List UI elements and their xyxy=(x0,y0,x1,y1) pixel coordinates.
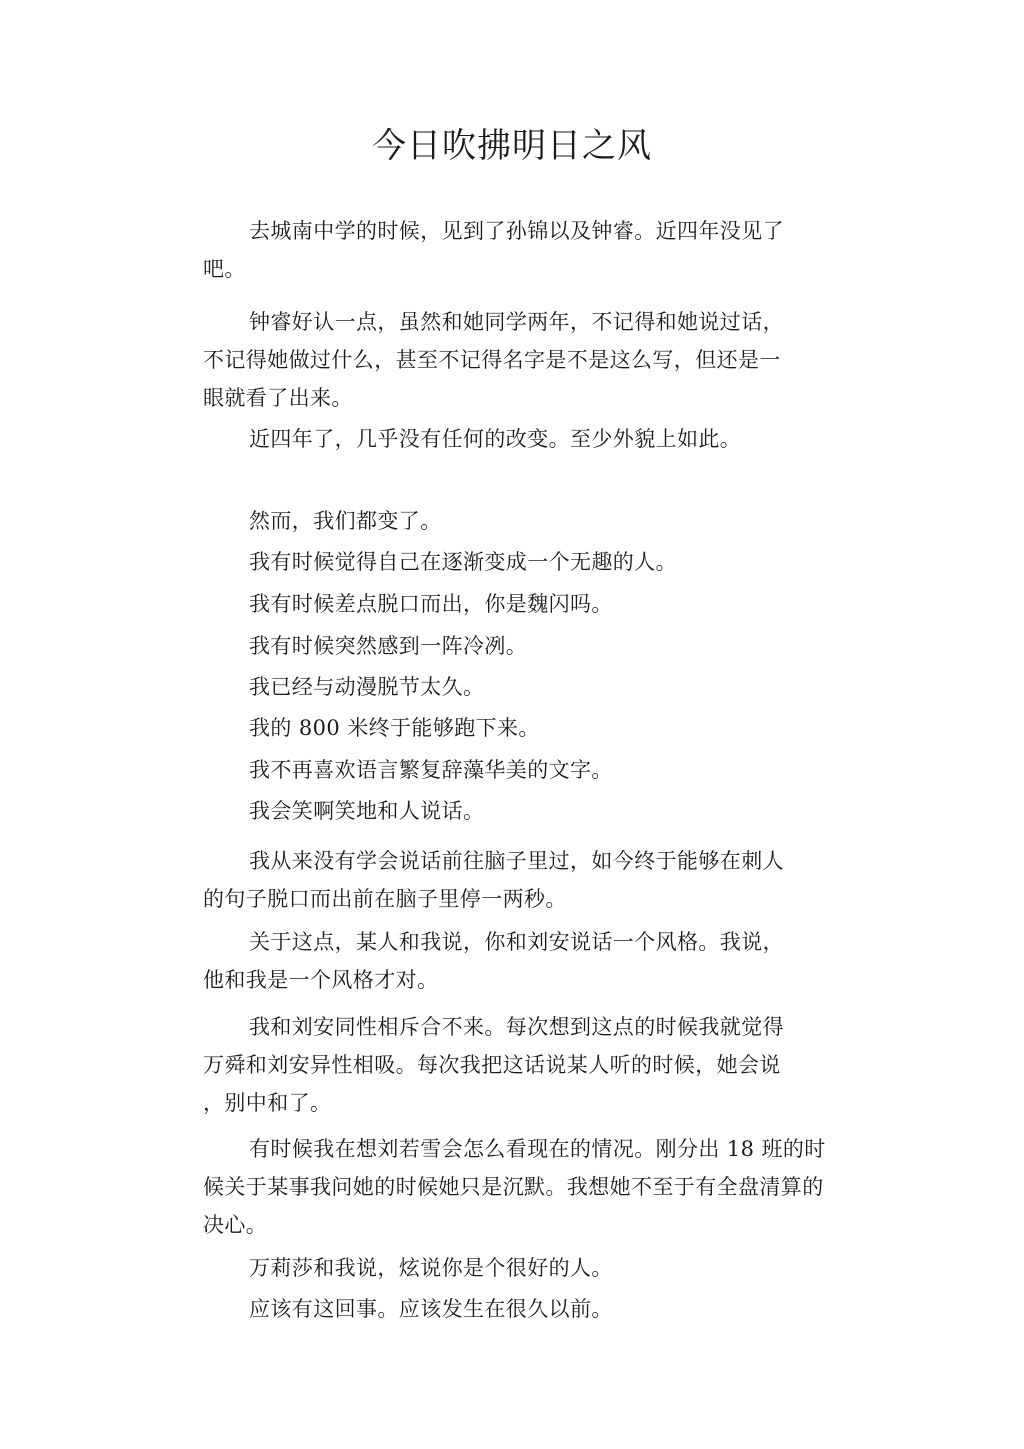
paragraph-8: 我已经与动漫脱节太久。 xyxy=(249,675,485,699)
paragraph-1: 去城南中学的时候，见到了孙锦以及钟睿。近四年没见了 吧。 xyxy=(203,219,784,281)
paragraph-4: 然而，我们都变了。 xyxy=(249,509,442,533)
document-title: 今日吹拂明日之风 xyxy=(372,126,652,166)
paragraph-9: 我的 800 米终于能够跑下来。 xyxy=(249,716,540,740)
paragraph-11: 我会笑啊笑地和人说话。 xyxy=(249,799,485,823)
paragraph-2: 钟睿好认一点，虽然和她同学两年，不记得和她说过话， 不记得她做过什么，甚至不记得名字是不是这么写，但还是一 眼就看了出来。 xyxy=(203,310,784,410)
paragraph-5: 我有时候觉得自己在逐渐变成一个无趣的人。 xyxy=(249,550,677,574)
paragraph-16: 万莉莎和我说，炫说你是个很好的人。 xyxy=(249,1256,613,1280)
paragraph-14: 我和刘安同性相斥合不来。每次想到这点的时候我就觉得 万舜和刘安异性相吸。每次我把这话说某人听的时候，她会说 ，别中和了。 xyxy=(203,1015,784,1115)
paragraph-10: 我不再喜欢语言繁复辞藻华美的文字。 xyxy=(249,758,613,782)
paragraph-6: 我有时候差点脱口而出，你是魏闪吗。 xyxy=(249,592,613,616)
paragraph-13: 关于这点，某人和我说，你和刘安说话一个风格。我说， 他和我是一个风格才对。 xyxy=(203,930,784,992)
paragraph-12: 我从来没有学会说话前往脑子里过，如今终于能够在刺人 的句子脱口而出前在脑子里停一两秒。 xyxy=(203,849,784,911)
paragraph-15: 有时候我在想刘若雪会怎么看现在的情况。刚分出 18 班的时 候关于某事我问她的时候她只是沉默。我想她不至于有全盘清算的 决心。 xyxy=(203,1137,826,1237)
paragraph-3: 近四年了，几乎没有任何的改变。至少外貌上如此。 xyxy=(249,427,742,451)
paragraph-7: 我有时候突然感到一阵冷冽。 xyxy=(249,634,528,658)
paragraph-17: 应该有这回事。应该发生在很久以前。 xyxy=(249,1297,613,1321)
